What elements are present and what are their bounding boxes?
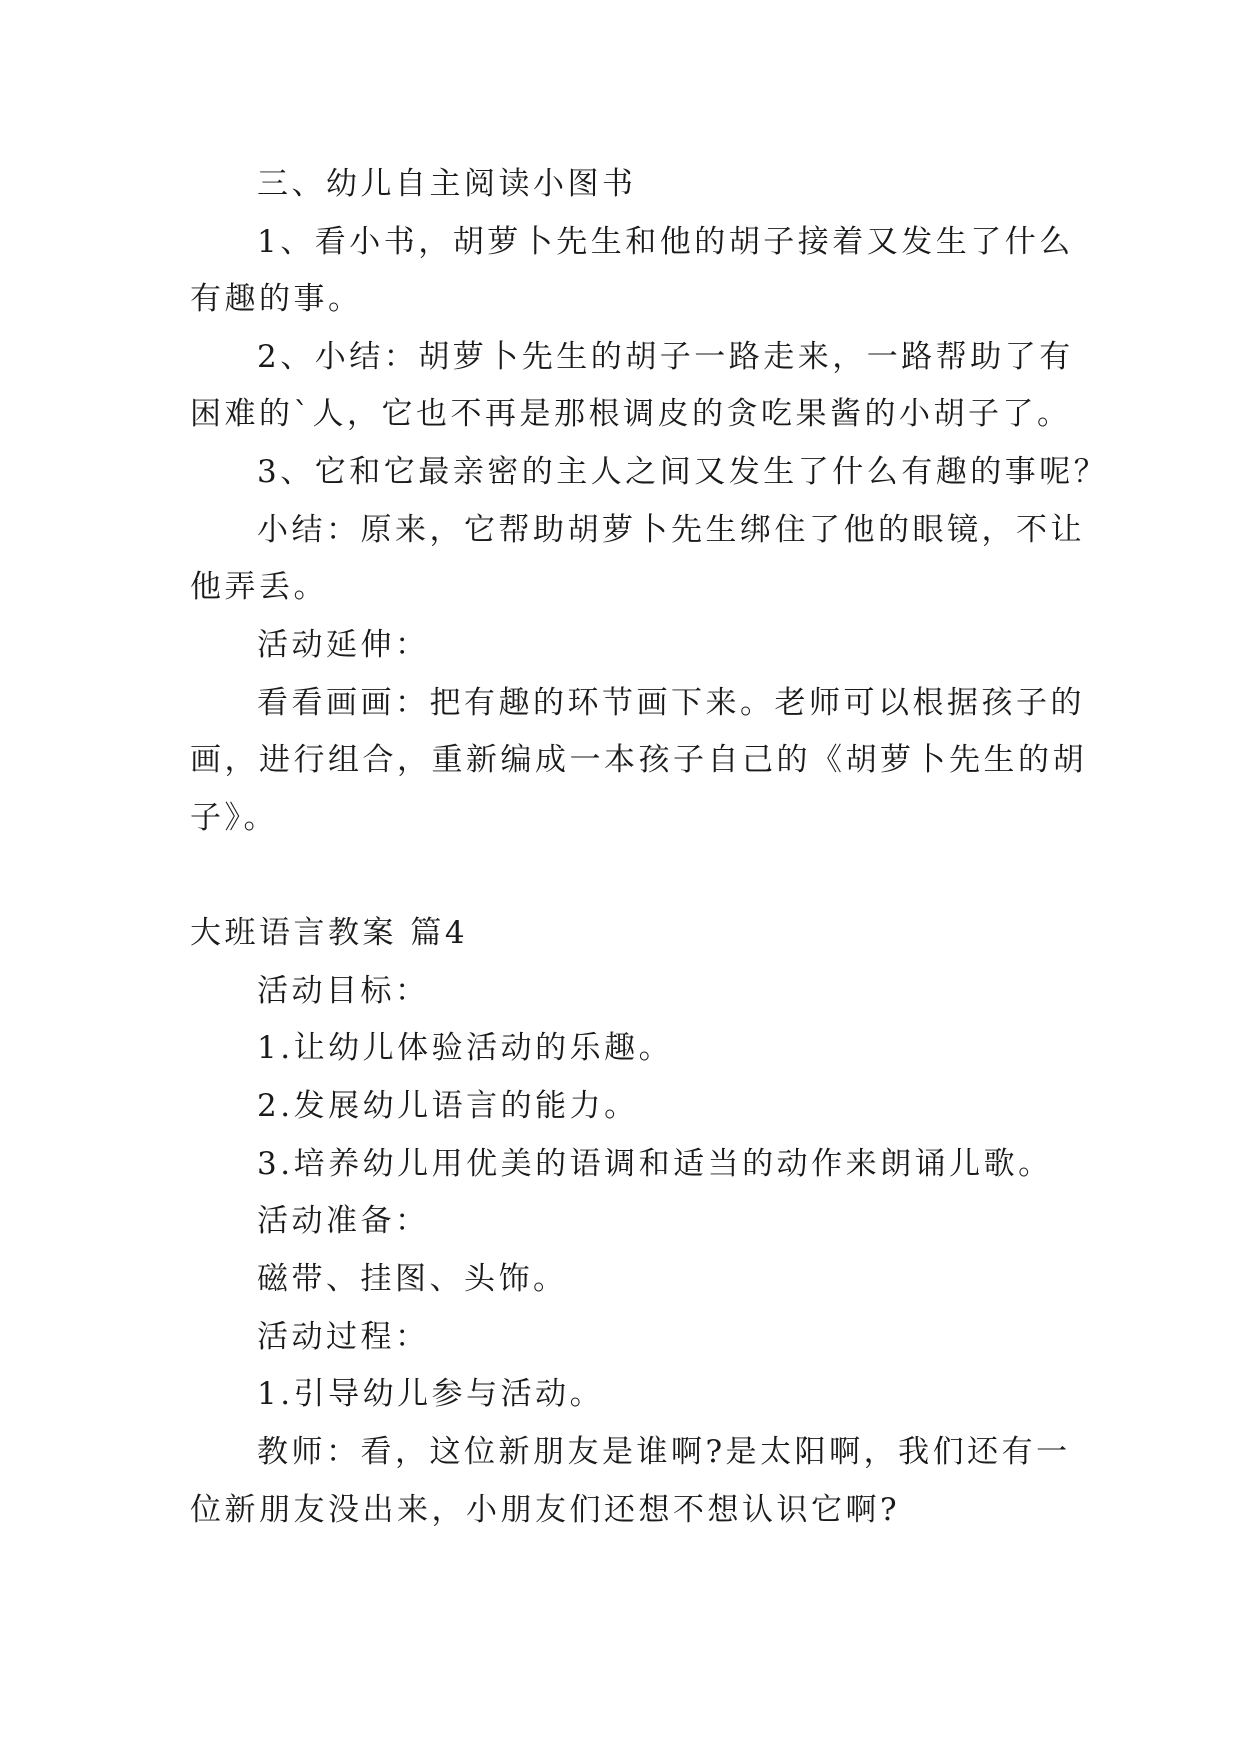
section-heading-reading: 三、幼儿自主阅读小图书 — [257, 166, 637, 202]
subheading-goals: 活动目标： — [257, 973, 430, 1009]
paragraph-line: 3、它和它最亲密的主人之间又发生了什么有趣的事呢？ — [257, 454, 1109, 490]
subheading-extension: 活动延伸： — [257, 627, 430, 663]
paragraph-line: 画，进行组合，重新编成一本孩子自己的《胡萝卜先生的胡 — [190, 742, 1087, 778]
paragraph-line: 位新朋友没出来，小朋友们还想不想认识它啊? — [190, 1492, 901, 1528]
list-item: 2.发展幼儿语言的能力。 — [257, 1088, 639, 1124]
paragraph-line: 1、看小书，胡萝卜先生和他的胡子接着又发生了什么 — [257, 224, 1074, 260]
paragraph-line: 子》。 — [190, 800, 278, 836]
subheading-preparation: 活动准备： — [257, 1203, 430, 1239]
paragraph-line: 小结：原来，它帮助胡萝卜先生绑住了他的眼镜，不让 — [257, 512, 1085, 548]
list-item: 1.让幼儿体验活动的乐趣。 — [257, 1030, 674, 1066]
paragraph-line: 磁带、挂图、头饰。 — [257, 1261, 568, 1297]
paragraph-line: 教师：看，这位新朋友是谁啊?是太阳啊，我们还有一 — [257, 1434, 1071, 1470]
list-item: 3.培养幼儿用优美的语调和适当的动作来朗诵儿歌。 — [257, 1146, 1053, 1182]
paragraph-line: 有趣的事。 — [190, 281, 363, 317]
article-title: 大班语言教案 篇4 — [190, 915, 469, 951]
paragraph-line: 他弄丢。 — [190, 569, 328, 605]
list-item: 1.引导幼儿参与活动。 — [257, 1376, 605, 1412]
paragraph-line: 困难的`人，它也不再是那根调皮的贪吃果酱的小胡子了。 — [190, 396, 1072, 432]
paragraph-line: 2、小结：胡萝卜先生的胡子一路走来，一路帮助了有 — [257, 339, 1074, 375]
paragraph-line: 看看画画：把有趣的环节画下来。老师可以根据孩子的 — [257, 685, 1085, 721]
subheading-process: 活动过程： — [257, 1319, 430, 1355]
